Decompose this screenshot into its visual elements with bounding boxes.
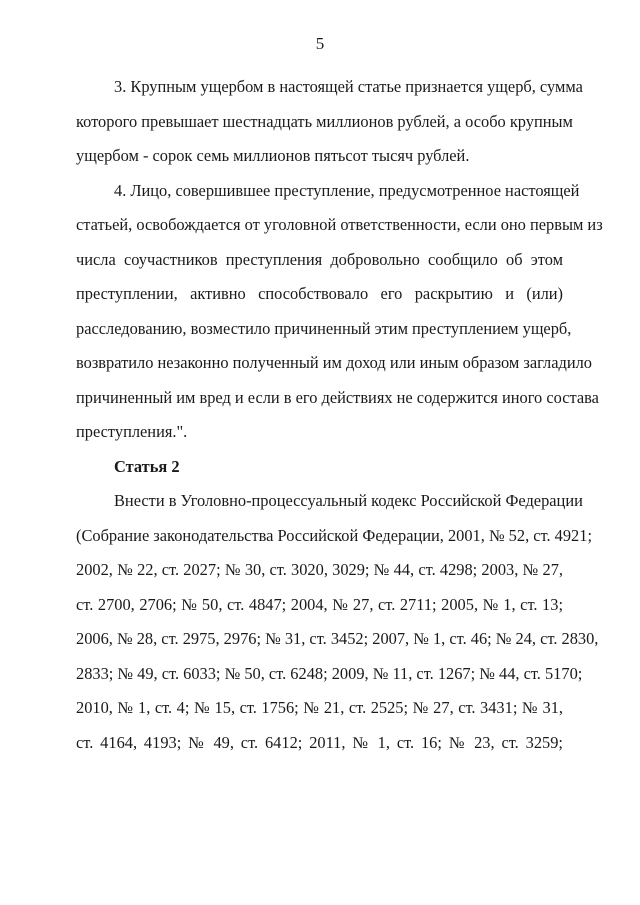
article-2-line-1: Внести в Уголовно-процессуальный кодекс Российской Федерации xyxy=(114,491,583,510)
document-body xyxy=(76,70,603,760)
article-2-line-4: ст. 2700, 2706; № 50, ст. 4847; 2004, № 27, ст. 2711; 2005, № 1, ст. 13; xyxy=(76,594,563,614)
paragraph-3-line-3: ущербом - сорок семь миллионов пятьсот тысяч рублей. xyxy=(76,146,470,165)
paragraph-4-line-2: статьей, освобождается от уголовной ответственности, если оно первым из xyxy=(76,215,603,234)
paragraph-4-line-3: числа соучастников преступления добровольно сообщило об этом xyxy=(76,249,563,269)
paragraph-4-line-1: 4. Лицо, совершившее преступление, предусмотренное настоящей xyxy=(114,180,580,200)
article-2-line-5: 2006, № 28, ст. 2975, 2976; № 31, ст. 3452; 2007, № 1, ст. 46; № 24, ст. 2830, xyxy=(76,629,599,648)
article-2-line-8: ст. 4164, 4193; № 49, ст. 6412; 2011, № 1, ст. 16; № 23, ст. 3259; xyxy=(76,732,563,752)
article-2-heading: Статья 2 xyxy=(114,456,180,476)
paragraph-4-line-5: расследованию, возместило причиненный этим преступлением ущерб, xyxy=(76,318,572,338)
paragraph-4 xyxy=(76,174,603,450)
paragraph-4-line-6: возвратило незаконно полученный им доход или иным образом загладило xyxy=(76,353,592,372)
paragraph-4-line-4: преступлении, активно способствовало его раскрытию и (или) xyxy=(76,284,563,303)
article-2-text xyxy=(76,484,599,760)
paragraph-3 xyxy=(76,70,583,174)
page-number: 5 xyxy=(315,34,325,53)
article-2-line-6: 2833; № 49, ст. 6033; № 50, ст. 6248; 2009, № 11, ст. 1267; № 44, ст. 5170; xyxy=(76,663,583,683)
article-2-line-3: 2002, № 22, ст. 2027; № 30, ст. 3020, 3029; № 44, ст. 4298; 2003, № 27, xyxy=(76,560,563,579)
article-2-line-2: (Собрание законодательства Российской Федерации, 2001, № 52, ст. 4921; xyxy=(76,525,593,545)
paragraph-4-line-8: преступления.". xyxy=(76,422,188,441)
paragraph-3-line-2: которого превышает шестнадцать миллионов рублей, а особо крупным xyxy=(76,111,573,131)
paragraph-4-line-7: причиненный им вред и если в его действиях не содержится иного состава xyxy=(76,387,599,407)
paragraph-3-line-1: 3. Крупным ущербом в настоящей статье признается ущерб, сумма xyxy=(114,77,583,96)
article-2-line-7: 2010, № 1, ст. 4; № 15, ст. 1756; № 21, ст. 2525; № 27, ст. 3431; № 31, xyxy=(76,698,563,717)
